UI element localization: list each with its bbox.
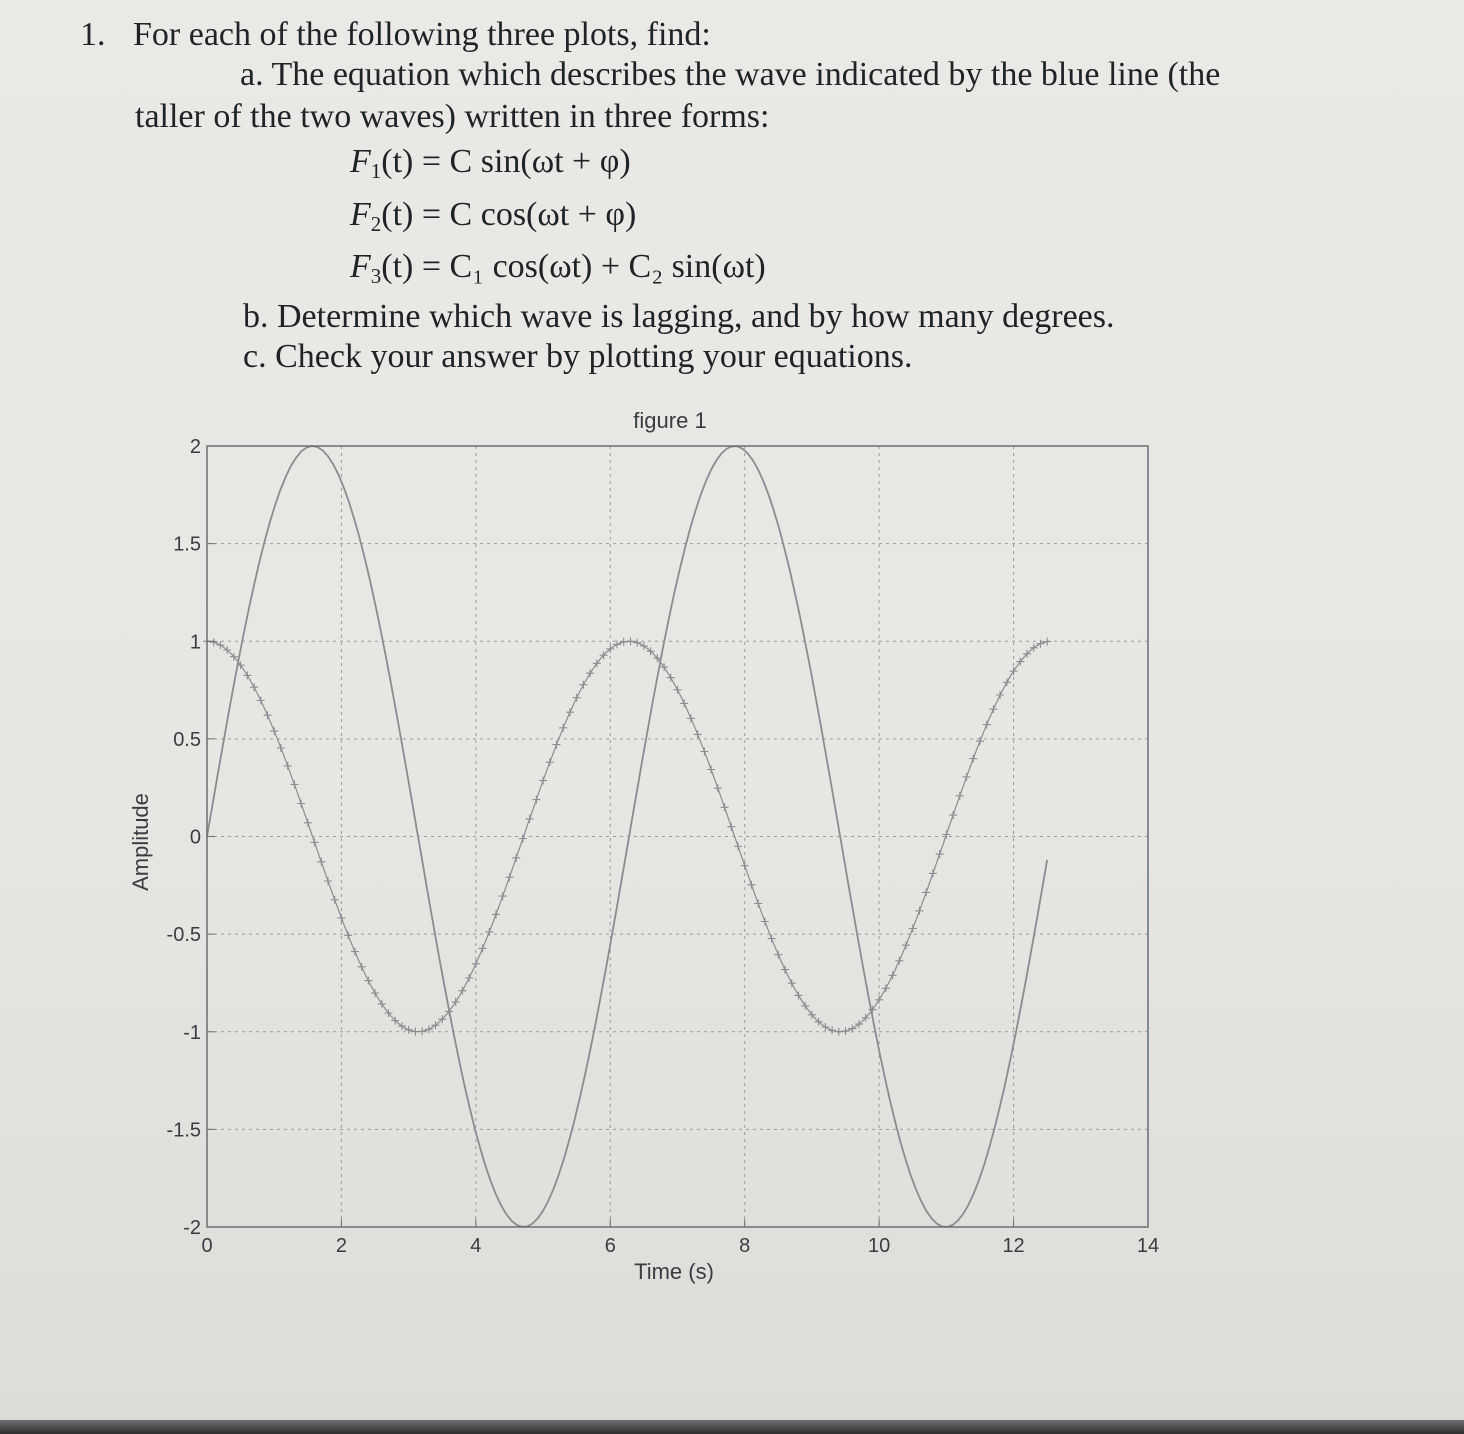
chart-title: figure 1 [633,408,707,433]
series-2-marker [768,935,776,943]
series-2-marker [882,984,890,992]
series-2-marker [344,931,352,939]
series-2-marker [351,948,359,956]
series-2-marker [922,888,930,896]
series-2-marker [1043,638,1051,646]
series-2-marker [1037,640,1045,648]
series-2-marker [936,850,944,858]
y-axis-label: Amplitude [128,793,153,891]
series-2-marker [364,977,372,985]
series-2-marker [532,796,540,804]
x-tick-label: 6 [604,1235,616,1257]
series-2-marker [969,755,977,763]
y-tick-label: 0.5 [173,728,201,751]
problem-number: 1. [80,16,106,53]
series-2-marker [526,815,534,823]
series-2-marker [627,637,635,645]
equation-f3: $F_3(t) = C_1$ cos(ωt) + C₂ sin(ωt) [350,248,766,288]
series-2-marker [976,737,984,745]
series-2-marker [1003,678,1011,686]
y-tick-label: 2 [189,436,201,458]
series-2-marker [835,1028,843,1036]
series-2-marker [492,910,500,918]
y-tick-label: -1.5 [166,1119,201,1142]
series-2-marker [694,730,702,738]
series-2-marker [909,924,917,932]
series-2-marker [929,869,937,877]
series-2-marker [956,792,964,800]
series-2-marker [573,694,581,702]
part-a-line-1: a. The equation which describes the wave indicated by the blue line (the [240,56,1221,93]
y-tick-label: 0 [189,826,201,849]
series-2-marker [331,896,339,904]
series-2-marker [418,1027,426,1035]
series-2-marker [781,966,789,974]
series-2-marker [983,721,991,729]
series-2-marker [485,928,493,936]
series-2-marker [506,873,514,881]
series-2-marker [963,773,971,781]
x-tick-label: 10 [868,1235,891,1257]
problem-intro: For each of the following three plots, find: [133,16,711,53]
series-2-marker [996,691,1004,699]
equation-f2: $F_2(t) = C$ cos(ωt + φ) [350,196,637,236]
series-2-marker [795,991,803,999]
series-2-marker [727,823,735,831]
y-tick-label: -0.5 [166,924,201,947]
series-2-marker [916,907,924,915]
series-2-marker [747,881,755,889]
y-tick-label: -1 [183,1021,201,1044]
series-2-marker [559,724,567,732]
series-2-marker [270,727,278,735]
series-2-marker [311,838,319,846]
x-tick-label: 12 [1002,1235,1025,1257]
series-2-marker [512,854,520,862]
series-2-marker [304,819,312,827]
series-2-marker [714,784,722,792]
series-2-marker [741,862,749,870]
series-2-marker [566,708,574,716]
series-2-marker [774,951,782,959]
series-2-marker [539,777,547,785]
series-2-marker [674,686,682,694]
series-2-marker [949,811,957,819]
series-2-marker [243,671,251,679]
part-b: b. Determine which wave is lagging, and by how many degrees. [243,298,1115,335]
x-axis-label: Time (s) [634,1259,714,1284]
series-2-marker [472,960,480,968]
series-2-marker [734,842,742,850]
series-2-marker [277,744,285,752]
series-2-marker [257,697,265,705]
series-2-marker [579,681,587,689]
y-tick-label: 1.5 [173,533,201,556]
series-2-marker [989,705,997,713]
series-2-marker [788,979,796,987]
part-a-line-2: taller of the two waves) written in three forms: [135,98,770,135]
x-tick-label: 4 [470,1235,482,1257]
series-2-marker [358,963,366,971]
series-2-marker [942,831,950,839]
series-2-marker [586,669,594,677]
series-2-marker [264,711,272,719]
series-2-marker [902,941,910,949]
series-2-marker [707,766,715,774]
series-2-marker [452,998,460,1006]
series-2-marker [889,971,897,979]
series-2-marker [761,918,769,926]
x-tick-label: 14 [1136,1235,1160,1257]
equation-f1: $F_1(t) = C$ sin(ωt + φ) [350,143,631,183]
series-2-marker [465,974,473,982]
x-tick-label: 0 [201,1235,213,1257]
series-2-marker [553,741,561,749]
part-c: c. Check your answer by plotting your equations. [243,338,913,375]
series-2-marker [519,835,527,843]
series-2-marker [290,780,298,788]
series-2-marker [687,714,695,722]
series-2-marker [721,803,729,811]
series-2-marker [499,892,507,900]
series-2-marker [546,758,554,766]
y-tick-label: -2 [183,1217,201,1239]
series-2-marker [754,900,762,908]
series-2-marker [680,699,688,707]
series-2-marker [875,996,883,1004]
series-2-marker [371,989,379,997]
series-2-marker [667,674,675,682]
series-2-marker [895,957,903,965]
series-2-marker [317,858,325,866]
series-2-marker [284,762,292,770]
series-2-marker [324,877,332,885]
series-2-marker [700,748,708,756]
x-tick-label: 2 [335,1235,347,1257]
x-tick-label: 8 [739,1235,751,1257]
y-tick-label: 1 [189,631,201,654]
series-2-marker [405,1026,413,1034]
series-2-marker [479,944,487,952]
series-2-marker [297,800,305,808]
series-2-marker [337,914,345,922]
series-2-marker [378,1000,386,1008]
series-2-marker [250,683,258,691]
series-2-marker [458,987,466,995]
series-2-marker [1010,667,1018,675]
